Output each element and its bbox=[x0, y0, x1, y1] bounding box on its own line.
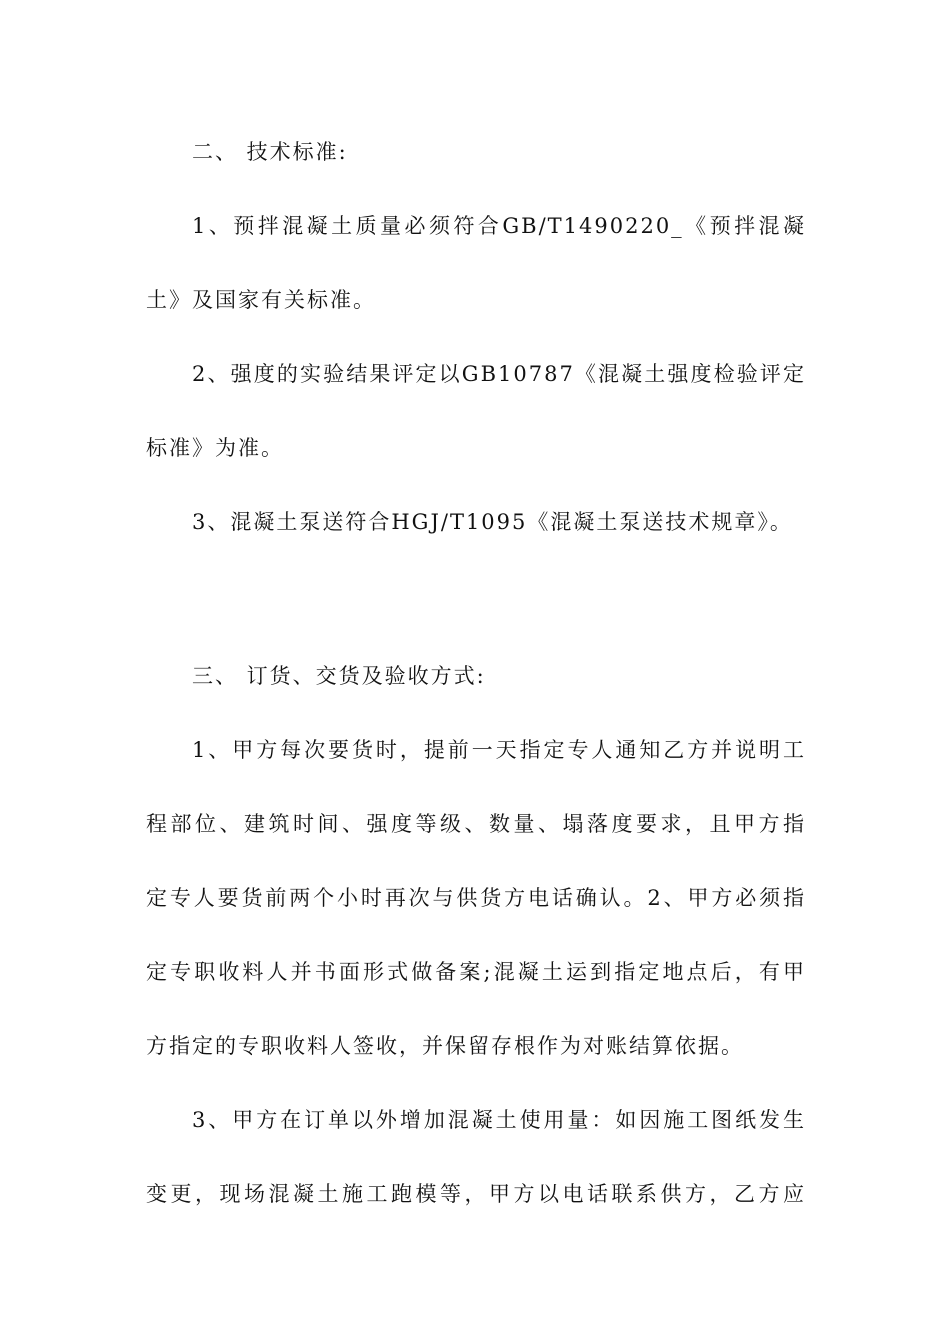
standard-item-1-line-2: 土》及国家有关标准。 bbox=[146, 288, 376, 312]
ordering-paragraph-2-line-1: 3、甲方在订单以外增加混凝土使用量：如因施工图纸发生 bbox=[192, 1108, 806, 1132]
ordering-paragraph-1-line-5: 方指定的专职收料人签收，并保留存根作为对账结算依据。 bbox=[146, 1034, 744, 1058]
ordering-paragraph-1-line-1: 1、甲方每次要货时，提前一天指定专人通知乙方并说明工 bbox=[192, 738, 806, 762]
standard-item-1-line-1: 1、预拌混凝土质量必须符合GB/T1490220_《预拌混凝 bbox=[192, 214, 806, 238]
ordering-paragraph-1-line-4: 定专职收料人并书面形式做备案;混凝土运到指定地点后，有甲 bbox=[146, 960, 806, 984]
ordering-paragraph-1-line-3: 定专人要货前两个小时再次与供货方电话确认。2、甲方必须指 bbox=[146, 886, 806, 910]
section-3-heading: 三、 订货、交货及验收方式: bbox=[192, 664, 486, 688]
ordering-paragraph-1-line-2: 程部位、建筑时间、强度等级、数量、塌落度要求，且甲方指 bbox=[146, 812, 806, 836]
standard-item-2-line-1: 2、强度的实验结果评定以GB10787《混凝土强度检验评定 bbox=[192, 362, 806, 386]
standard-item-2-line-2: 标准》为准。 bbox=[146, 436, 284, 460]
section-2-heading: 二、 技术标准: bbox=[192, 140, 348, 164]
ordering-paragraph-2-line-2: 变更，现场混凝土施工跑模等，甲方以电话联系供方，乙方应 bbox=[146, 1182, 806, 1206]
standard-item-3: 3、混凝土泵送符合HGJ/T1095《混凝土泵送技术规章》。 bbox=[192, 510, 793, 534]
